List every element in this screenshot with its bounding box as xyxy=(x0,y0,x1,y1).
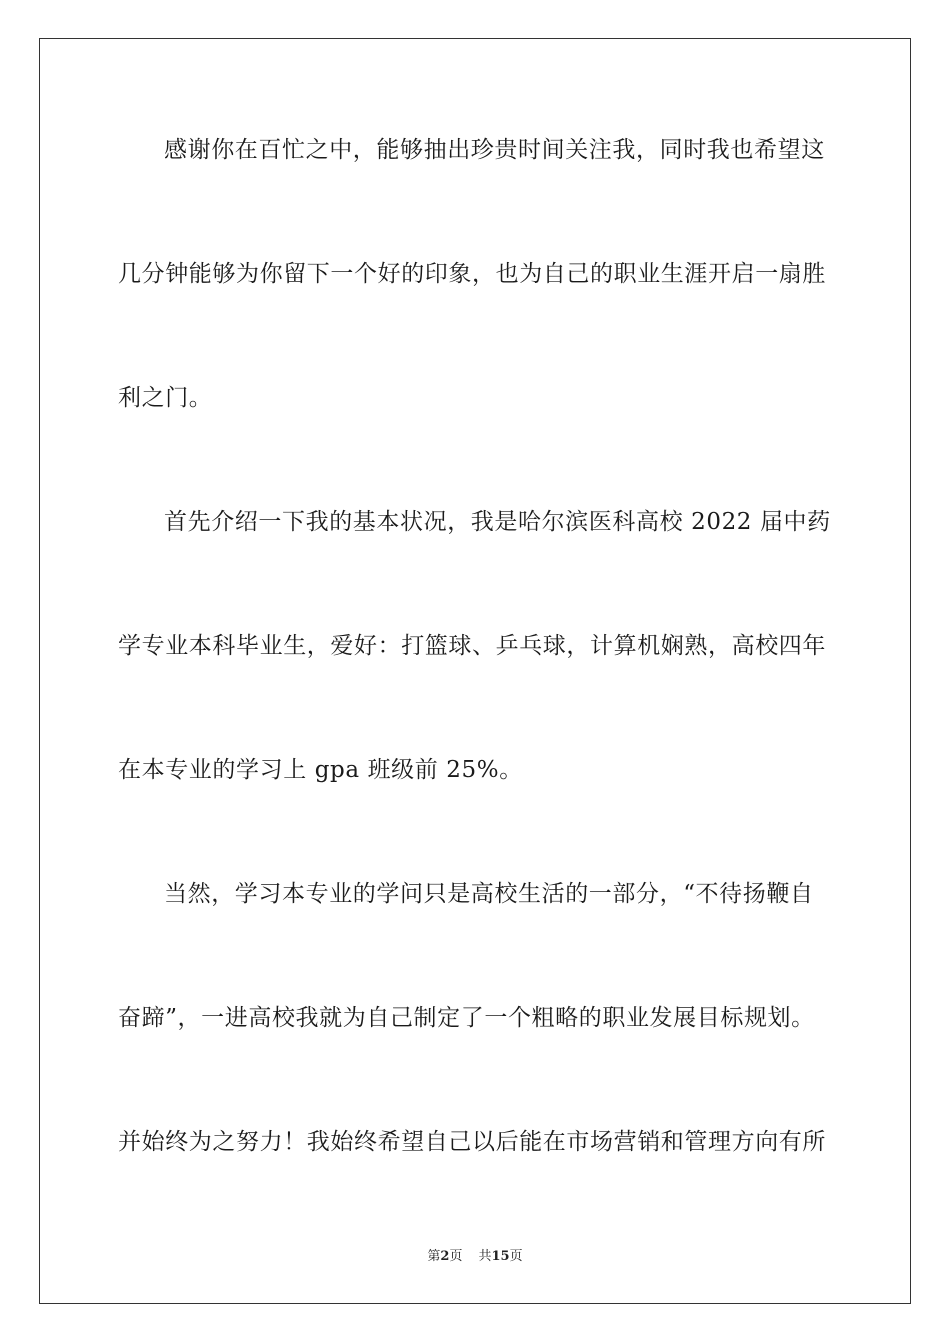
text-line-4: 首先介绍一下我的基本状况，我是哈尔滨医科高校 2022 届中药 xyxy=(164,509,831,535)
footer-page-prefix: 第 xyxy=(427,1249,441,1264)
text-line-1: 感谢你在百忙之中，能够抽出珍贵时间关注我，同时我也希望这 xyxy=(164,137,825,163)
footer-total-prefix: 共 xyxy=(478,1249,492,1264)
text-line-8: 奋蹄”，一进高校我就为自己制定了一个粗略的职业发展目标规划。 xyxy=(118,1005,815,1031)
text-line-9: 并始终为之努力！我始终希望自己以后能在市场营销和管理方向有所 xyxy=(118,1129,826,1155)
footer-total-pages: 15 xyxy=(491,1249,510,1264)
text-line-2: 几分钟能够为你留下一个好的印象，也为自己的职业生涯开启一扇胜 xyxy=(118,261,826,287)
text-line-5: 学专业本科毕业生，爱好：打篮球、乒乓球，计算机娴熟，高校四年 xyxy=(118,633,826,659)
text-line-3: 利之门。 xyxy=(118,385,213,411)
text-line-7: 当然，学习本专业的学问只是高校生活的一部分，“不待扬鞭自 xyxy=(164,881,814,907)
text-line-6: 在本专业的学习上 gpa 班级前 25%。 xyxy=(118,757,523,783)
page-footer xyxy=(0,1248,950,1266)
footer-page-number: 2 xyxy=(440,1249,450,1264)
footer-total-unit: 页 xyxy=(509,1249,523,1264)
footer-page-unit: 页 xyxy=(449,1249,463,1264)
page-border xyxy=(39,38,911,1304)
